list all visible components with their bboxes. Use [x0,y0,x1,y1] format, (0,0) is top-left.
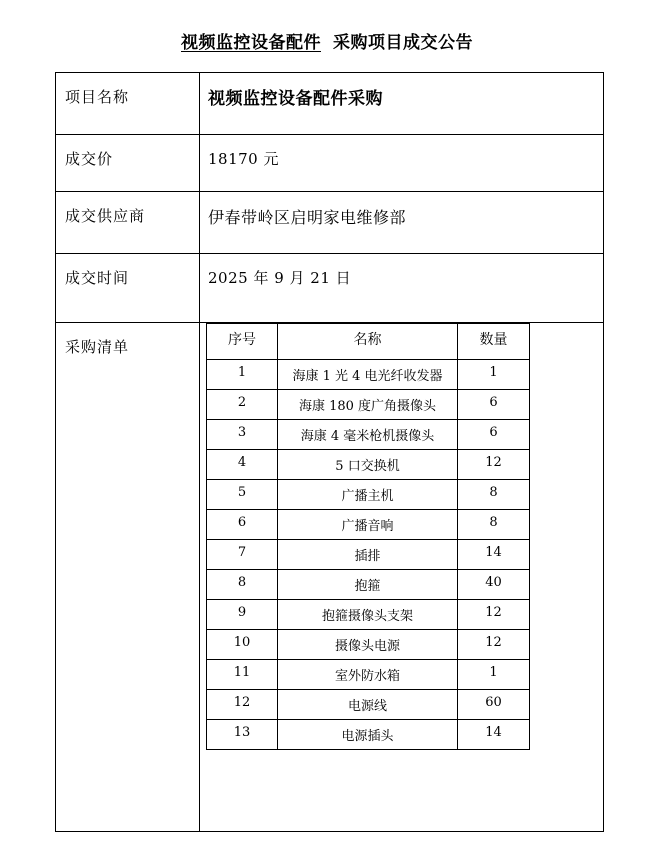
row-seq: 12 [207,690,278,720]
time-label: 成交时间 [65,268,130,287]
row-qty: 12 [458,630,530,660]
row-seq: 13 [207,720,278,750]
price-label-cell [56,135,200,191]
row-qty: 6 [458,420,530,450]
row-seq: 11 [207,660,278,690]
table-row [207,360,530,390]
table-row [207,420,530,450]
list-label: 采购清单 [65,338,130,357]
row-seq: 8 [207,570,278,600]
supplier-label-cell [56,191,200,253]
row-deal-time [56,253,604,322]
price-label: 成交价 [65,150,114,169]
row-qty: 8 [458,480,530,510]
page-title-announcement: 采购项目成交公告 [333,33,473,53]
row-seq: 6 [207,510,278,540]
row-price [56,135,604,191]
list-value-cell [200,323,604,832]
row-seq: 7 [207,540,278,570]
row-seq: 3 [207,420,278,450]
table-row [207,630,530,660]
row-item-name: 抱箍 [278,570,458,600]
row-qty: 14 [458,540,530,570]
row-item-name: 海康 4 毫米枪机摄像头 [278,420,458,450]
time-value: 2025 年 9 月 21 日 [208,268,352,287]
row-purchase-list [56,323,604,832]
row-seq: 1 [207,360,278,390]
table-row [207,510,530,540]
list-label-cell [56,323,200,832]
row-qty: 8 [458,510,530,540]
header-name: 名称 [278,324,458,360]
project-name-label-cell [56,73,200,135]
header-seq: 序号 [207,324,278,360]
row-qty: 12 [458,450,530,480]
row-qty: 12 [458,600,530,630]
table-row [207,540,530,570]
row-seq: 9 [207,600,278,630]
table-row [207,570,530,600]
announcement-table [55,72,604,832]
row-qty: 40 [458,570,530,600]
page-title [0,28,654,53]
project-name-value-cell [200,73,604,135]
row-qty: 6 [458,390,530,420]
supplier-value-cell [200,191,604,253]
row-item-name: 海康 180 度广角摄像头 [278,390,458,420]
row-seq: 2 [207,390,278,420]
row-item-name: 抱箍摄像头支架 [278,600,458,630]
price-value-cell [200,135,604,191]
table-row [207,600,530,630]
row-qty: 60 [458,690,530,720]
row-qty: 1 [458,360,530,390]
time-label-cell [56,253,200,322]
table-row [207,450,530,480]
row-project-name [56,73,604,135]
row-seq: 5 [207,480,278,510]
purchase-list-header [207,324,530,360]
row-supplier [56,191,604,253]
project-name-label: 项目名称 [65,88,130,106]
row-item-name: 广播音响 [278,510,458,540]
row-qty: 1 [458,660,530,690]
row-item-name: 摄像头电源 [278,630,458,660]
table-row [207,690,530,720]
project-name-value: 视频监控设备配件采购 [208,89,383,109]
row-item-name: 广播主机 [278,480,458,510]
price-value: 18170 元 [208,150,279,169]
row-seq: 4 [207,450,278,480]
table-row [207,660,530,690]
page-title-subject: 视频监控设备配件 [181,33,321,53]
purchase-list-table [206,323,530,750]
supplier-label: 成交供应商 [65,206,146,225]
row-item-name: 电源线 [278,690,458,720]
row-item-name: 室外防水箱 [278,660,458,690]
row-item-name: 5 口交换机 [278,450,458,480]
table-row [207,390,530,420]
row-seq: 10 [207,630,278,660]
header-qty: 数量 [458,324,530,360]
table-row [207,480,530,510]
row-qty: 14 [458,720,530,750]
row-item-name: 海康 1 光 4 电光纤收发器 [278,360,458,390]
supplier-value: 伊春带岭区启明家电维修部 [208,207,407,227]
time-value-cell [200,253,604,322]
table-row [207,720,530,750]
row-item-name: 插排 [278,540,458,570]
row-item-name: 电源插头 [278,720,458,750]
